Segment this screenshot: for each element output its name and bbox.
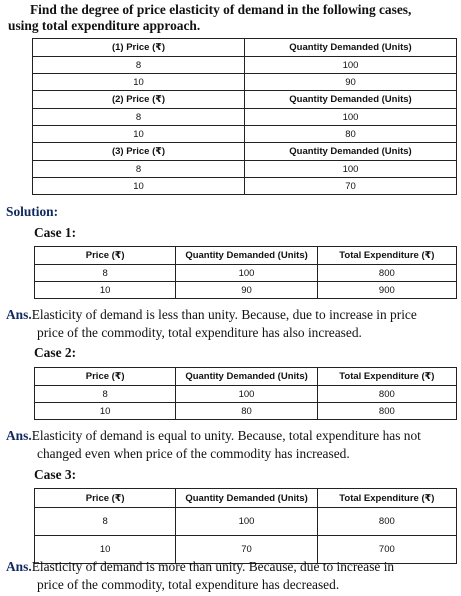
table-header-row (35, 368, 457, 386)
table-row (33, 109, 457, 126)
quantity-header: Quantity Demanded (Units) (176, 368, 317, 386)
price-header: (1) Price (₹) (33, 39, 245, 57)
answer-line-2: price of the commodity, total expenditure has decreased. (37, 577, 340, 592)
price-header: (2) Price (₹) (33, 91, 245, 109)
quantity-header: Quantity Demanded (Units) (176, 247, 317, 265)
table-cell: 80 (176, 403, 317, 420)
table-row (35, 282, 457, 299)
table-row (35, 386, 457, 403)
table-row (35, 265, 457, 282)
price-header: Price (₹) (35, 368, 176, 386)
table-cell: 10 (33, 74, 245, 91)
table-cell: 100 (176, 508, 317, 536)
table-cell: 8 (33, 57, 245, 74)
quantity-header: Quantity Demanded (Units) (245, 39, 457, 57)
quantity-header: Quantity Demanded (Units) (176, 489, 317, 508)
table-cell: 90 (245, 74, 457, 91)
answer-line-1: Elasticity of demand is more than unity. Because, due to increase in (31, 559, 395, 574)
table-cell: 8 (35, 386, 176, 403)
question-text (8, 2, 456, 34)
price-header: Price (₹) (35, 247, 176, 265)
expenditure-header: Total Expenditure (₹) (317, 368, 456, 386)
table-cell: 800 (317, 403, 456, 420)
answer-label: Ans. (6, 559, 32, 574)
answer-label: Ans. (6, 428, 32, 443)
answer-line-2: price of the commodity, total expenditure has also increased. (37, 325, 362, 340)
quantity-header: Quantity Demanded (Units) (245, 143, 457, 161)
price-header: Price (₹) (35, 489, 176, 508)
table-cell: 100 (245, 57, 457, 74)
table-row (33, 178, 457, 195)
table-cell: 900 (317, 282, 456, 299)
case-3-title: Case 3: (34, 467, 77, 482)
table-cell: 800 (317, 508, 456, 536)
quantity-header: Quantity Demanded (Units) (245, 91, 457, 109)
table-header-row (33, 91, 457, 109)
table-header-row (35, 247, 457, 265)
table-row (35, 403, 457, 420)
table-header-row (33, 39, 457, 57)
answer-line-2: changed even when price of the commodity has increased. (37, 446, 350, 461)
table-header-row (35, 489, 457, 508)
case-3-answer (6, 558, 458, 594)
table-row (33, 57, 457, 74)
table-cell: 8 (33, 161, 245, 178)
answer-line-1: Elasticity of demand is less than unity. Because, due to increase in price (31, 307, 417, 322)
table-cell: 10 (35, 282, 176, 299)
table-row (33, 161, 457, 178)
table-cell: 80 (245, 126, 457, 143)
case-2-answer (6, 427, 458, 463)
table-row (33, 126, 457, 143)
table-cell: 90 (176, 282, 317, 299)
answer-label: Ans. (6, 307, 32, 322)
table-header-row (33, 143, 457, 161)
solution-label: Solution: (6, 204, 59, 219)
case-1-title: Case 1: (34, 225, 77, 240)
table-cell: 10 (33, 178, 245, 195)
table-cell: 8 (35, 508, 176, 536)
table-row (35, 508, 457, 536)
expenditure-header: Total Expenditure (₹) (317, 489, 456, 508)
question-line-1: Find the degree of price elasticity of demand in the following cases, (30, 2, 412, 17)
table-cell: 800 (317, 265, 456, 282)
question-table (32, 38, 457, 195)
case-1-table (34, 246, 457, 299)
table-cell: 100 (176, 386, 317, 403)
table-cell: 800 (317, 386, 456, 403)
expenditure-header: Total Expenditure (₹) (317, 247, 456, 265)
case-1-answer (6, 306, 458, 342)
question-line-2: using total expenditure approach. (8, 18, 201, 33)
table-cell: 100 (245, 161, 457, 178)
table-cell: 8 (35, 265, 176, 282)
case-2-title: Case 2: (34, 345, 77, 360)
table-cell: 10 (33, 126, 245, 143)
table-cell: 70 (176, 536, 317, 564)
table-cell: 100 (245, 109, 457, 126)
table-row (33, 74, 457, 91)
answer-line-1: Elasticity of demand is equal to unity. Because, total expenditure has not (31, 428, 421, 443)
table-cell: 70 (245, 178, 457, 195)
price-header: (3) Price (₹) (33, 143, 245, 161)
table-cell: 8 (33, 109, 245, 126)
table-cell: 700 (317, 536, 456, 564)
table-cell: 10 (35, 536, 176, 564)
table-cell: 10 (35, 403, 176, 420)
case-3-table (34, 488, 457, 564)
case-2-table (34, 367, 457, 420)
table-cell: 100 (176, 265, 317, 282)
